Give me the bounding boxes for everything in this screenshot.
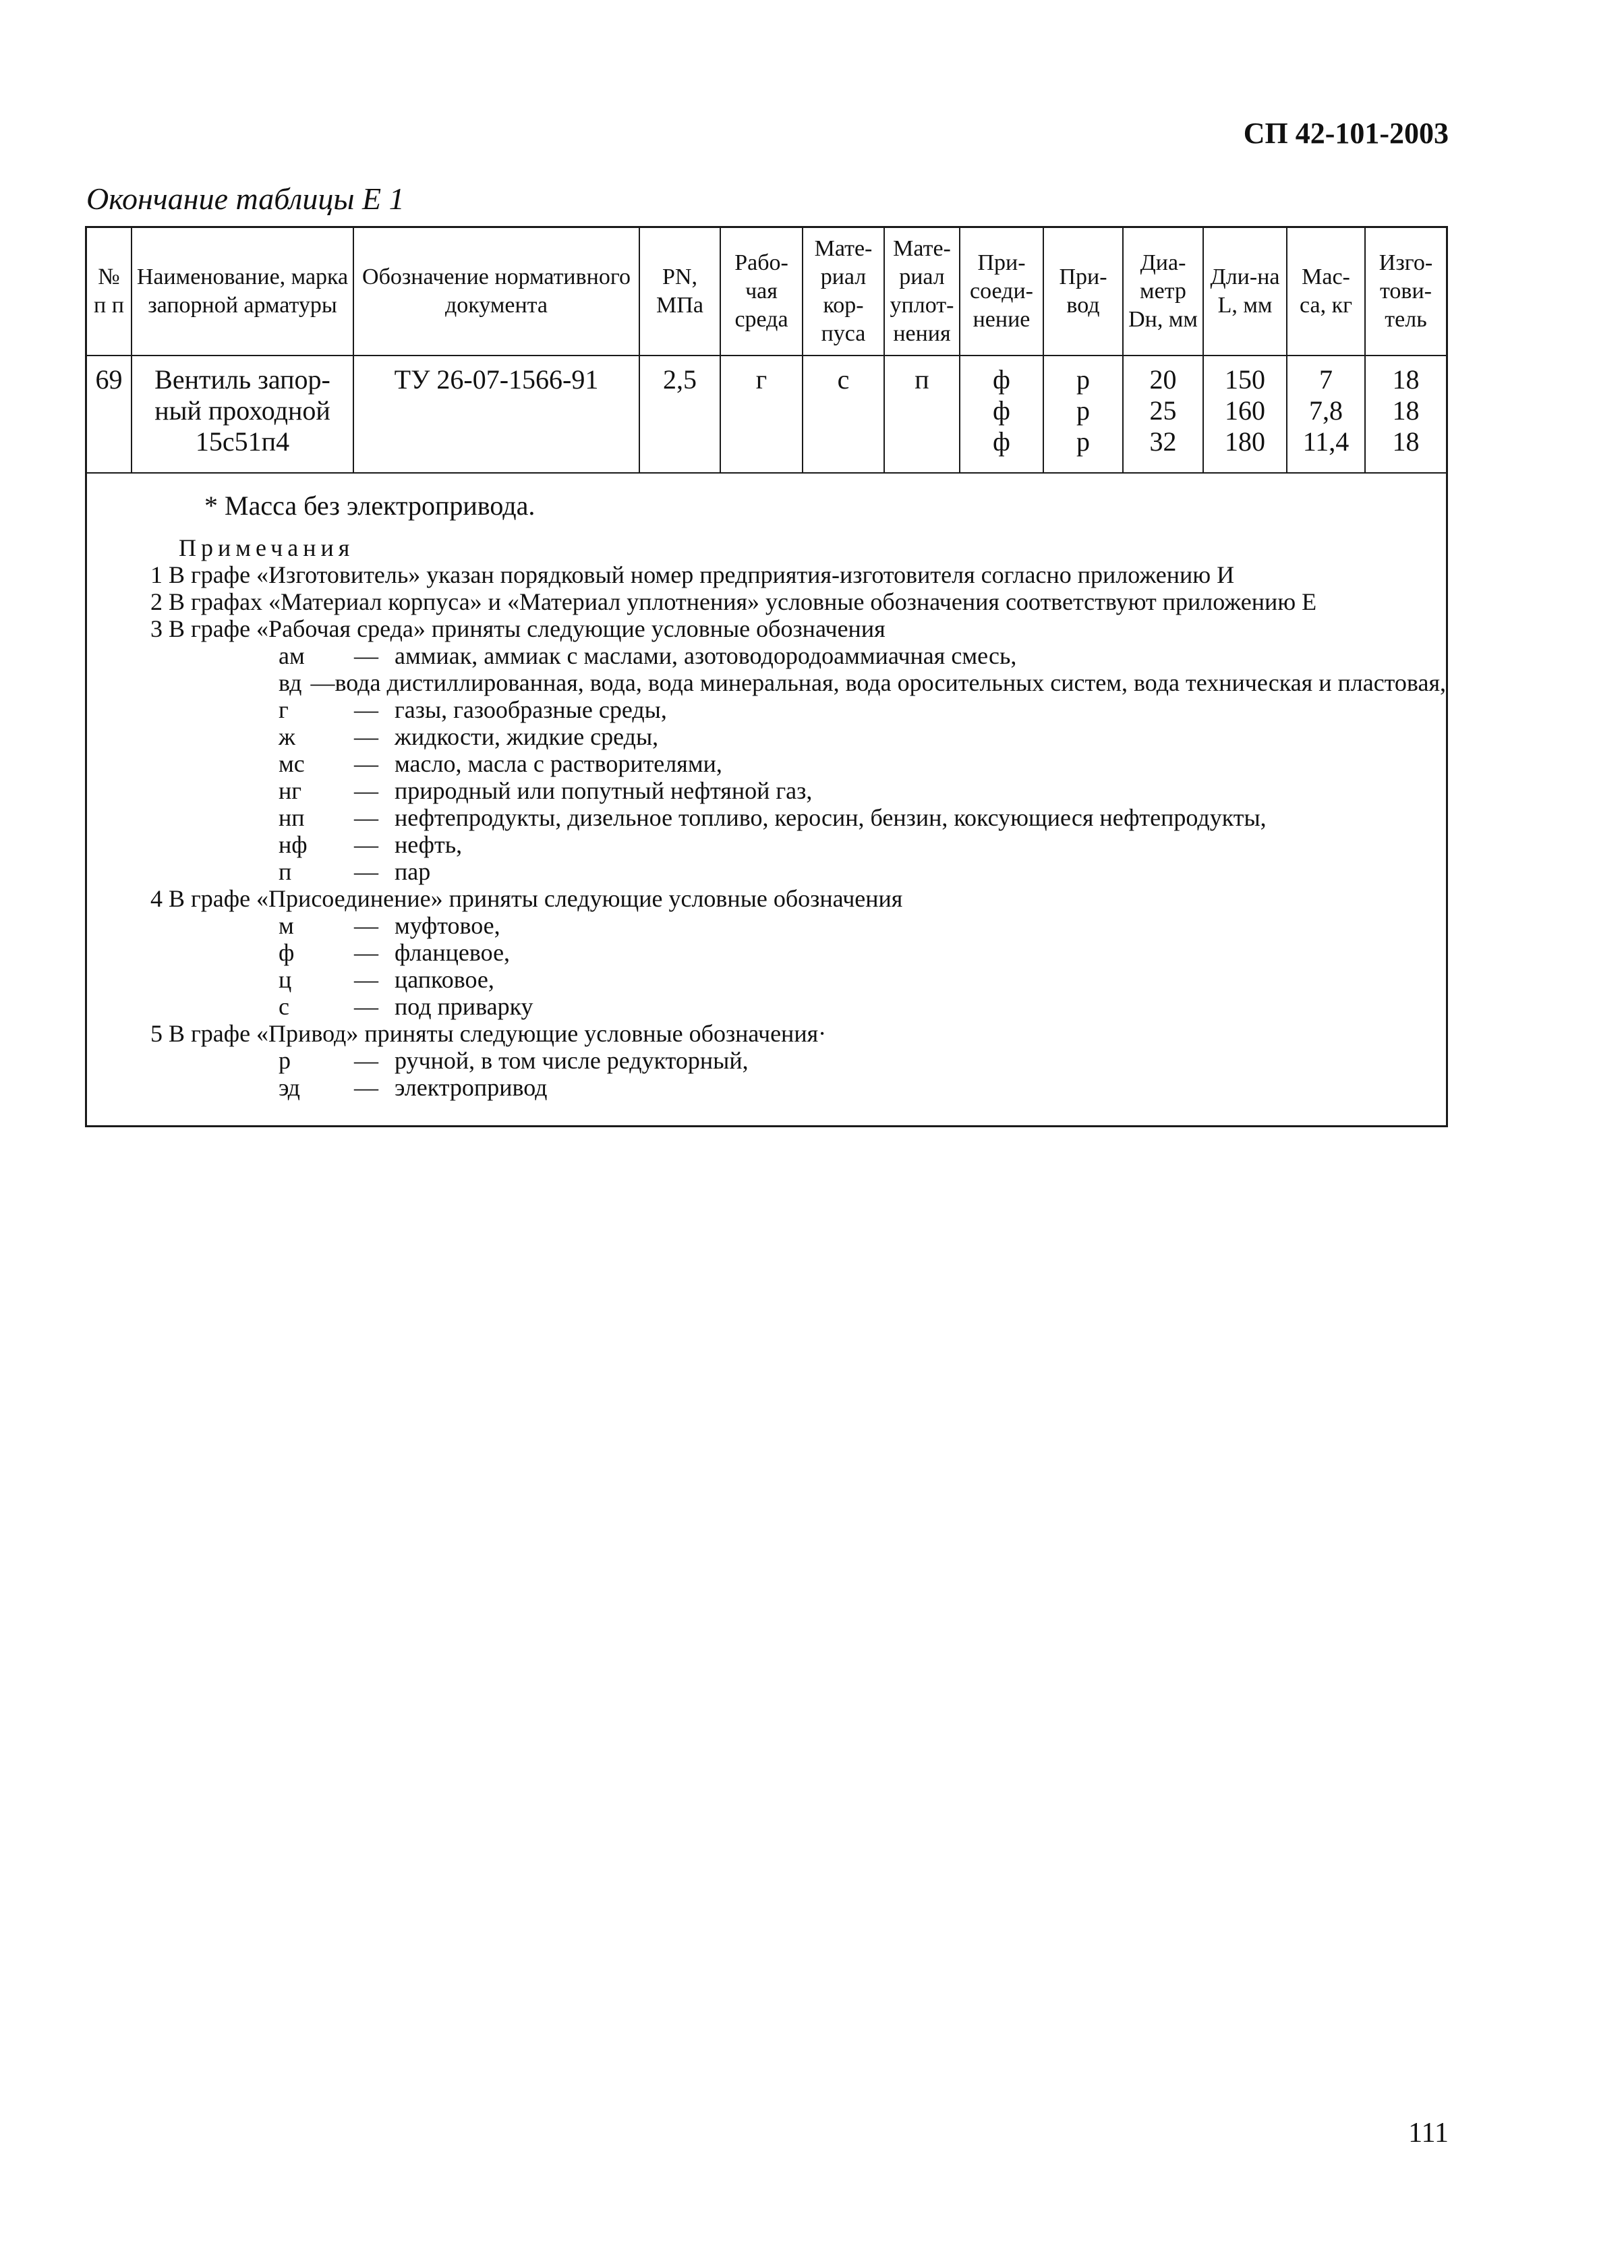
value-line: 32: [1149, 426, 1177, 457]
header-diameter: Диа-метр Dн, мм: [1123, 228, 1203, 356]
abbreviation-code: с: [279, 993, 289, 1020]
dash: —: [354, 1074, 378, 1101]
header-mass: Мас-са, кг: [1287, 228, 1365, 356]
value-line: 180: [1225, 426, 1265, 457]
abbreviation-code: р: [279, 1047, 291, 1074]
dash: —: [310, 669, 335, 696]
header-number: № п п: [87, 228, 132, 356]
abbreviation-row: [279, 993, 1446, 1020]
dash: —: [354, 831, 378, 858]
abbreviation-row: [279, 858, 1446, 885]
abbreviation-meaning: вода дистиллированная, вода, вода минеральная, вода оросительных систем, вода техническая и пластовая,: [335, 669, 1446, 696]
note-3: 3 В графе «Рабочая среда» приняты следующие условные обозначения: [150, 615, 886, 642]
document-code: СП 42-101-2003: [1243, 117, 1449, 150]
header-length: Дли-на L, мм: [1203, 228, 1287, 356]
dash: —: [354, 723, 378, 750]
footnote: * Масса без электропривода.: [204, 490, 535, 521]
abbreviation-code: нг: [279, 777, 302, 804]
header-manufacturer: Изго-тови-тель: [1365, 228, 1446, 356]
abbreviation-row: [279, 642, 1446, 669]
abbreviation-meaning: жидкости, жидкие среды,: [395, 723, 659, 750]
note-1: 1 В графе «Изготовитель» указан порядковый номер предприятия-изготовителя согласно приложению И: [150, 561, 1235, 588]
abbreviation-code: нф: [279, 831, 308, 858]
abbreviation-meaning: пар: [395, 858, 431, 885]
header-document: Обозначение нормативного документа: [353, 228, 639, 356]
abbreviation-code: г: [279, 696, 289, 723]
value-line: 7: [1319, 364, 1333, 395]
abbreviation-row: [279, 723, 1446, 750]
value-line: ф: [993, 426, 1010, 457]
header-pressure: PN, МПа: [639, 228, 720, 356]
abbreviation-meaning: муфтовое,: [395, 912, 500, 939]
abbreviation-row: [279, 750, 1446, 777]
header-connection: При-соеди-нение: [960, 228, 1043, 356]
value-line: 25: [1149, 395, 1177, 426]
abbreviation-row: [279, 1074, 1446, 1101]
cell-seal-material: п: [884, 356, 960, 473]
value-line: 150: [1225, 364, 1265, 395]
table-header-row: [87, 228, 1446, 356]
valve-table: [87, 228, 1446, 474]
abbreviation-meaning: под приварку: [395, 993, 533, 1020]
dash: —: [354, 777, 378, 804]
table-row: [87, 356, 1446, 473]
cell-connection: [960, 356, 1043, 473]
dash: —: [354, 804, 378, 831]
abbreviation-row: [279, 777, 1446, 804]
header-seal-material: Мате-риал уплот-нения: [884, 228, 960, 356]
value-line: р: [1076, 395, 1090, 426]
abbreviation-row: [279, 831, 1446, 858]
abbreviation-code: нп: [279, 804, 305, 831]
value-line: 160: [1225, 395, 1265, 426]
abbreviation-meaning: нефтепродукты, дизельное топливо, керосин, бензин, коксующиеся нефтепродукты,: [395, 804, 1267, 831]
value-line: ф: [993, 364, 1010, 395]
header-name: Наименование, марка запорной арматуры: [132, 228, 353, 356]
value-line: р: [1076, 426, 1090, 457]
cell-length: [1203, 356, 1287, 473]
abbreviation-meaning: нефть,: [395, 831, 463, 858]
page-number: 111: [1408, 2118, 1449, 2149]
dash: —: [354, 858, 378, 885]
cell-diameter: [1123, 356, 1203, 473]
value-line: р: [1076, 364, 1090, 395]
abbreviation-meaning: цапковое,: [395, 966, 494, 993]
note-4: 4 В графе «Присоединение» приняты следующие условные обозначения: [150, 885, 903, 912]
dash: —: [354, 912, 378, 939]
abbreviation-meaning: природный или попутный нефтяной газ,: [395, 777, 813, 804]
cell-number: 69: [87, 356, 132, 473]
abbreviation-code: мс: [279, 750, 305, 777]
cell-medium: г: [720, 356, 803, 473]
abbreviation-row: [279, 1047, 1446, 1074]
abbreviation-code: эд: [279, 1074, 300, 1101]
value-line: 20: [1149, 364, 1177, 395]
dash: —: [354, 642, 378, 669]
abbreviation-code: ц: [279, 966, 292, 993]
abbreviation-meaning: фланцевое,: [395, 939, 511, 966]
dash: —: [354, 696, 378, 723]
abbreviation-meaning: электропривод: [395, 1074, 548, 1101]
notes-section: [87, 474, 1446, 1101]
cell-pressure: 2,5: [639, 356, 720, 473]
abbreviation-row: [279, 912, 1446, 939]
abbreviation-meaning: масло, масла с растворителями,: [395, 750, 722, 777]
abbreviation-row: [279, 696, 1446, 723]
notes-title: Примечания: [179, 534, 355, 561]
abbreviation-code: п: [279, 858, 292, 885]
header-medium: Рабо-чая среда: [720, 228, 803, 356]
cell-manufacturer: [1365, 356, 1446, 473]
cell-drive: [1043, 356, 1123, 473]
abbreviation-row: [279, 939, 1446, 966]
table-frame: [85, 226, 1448, 1127]
abbreviation-code: ж: [279, 723, 295, 750]
value-line: 11,4: [1302, 426, 1350, 457]
cell-name: Вентиль запор-ный проходной 15с51п4: [132, 356, 353, 473]
value-line: 7,8: [1309, 395, 1343, 426]
abbreviation-meaning: аммиак, аммиак с маслами, азотоводородоаммиачная смесь,: [395, 642, 1017, 669]
abbreviation-code: ам: [279, 642, 305, 669]
note-2: 2 В графах «Материал корпуса» и «Материал уплотнения» условные обозначения соответствуют приложению Е: [150, 588, 1317, 615]
abbreviation-code: м: [279, 912, 294, 939]
dash: —: [354, 993, 378, 1020]
value-line: 18: [1392, 364, 1420, 395]
abbreviation-meaning: ручной, в том числе редукторный,: [395, 1047, 749, 1074]
note-5: 5 В графе «Привод» приняты следующие условные обозначения·: [150, 1020, 827, 1047]
dash: —: [354, 966, 378, 993]
cell-document: ТУ 26-07-1566-91: [353, 356, 639, 473]
dash: —: [354, 939, 378, 966]
cell-mass: [1287, 356, 1365, 473]
abbreviation-meaning: газы, газообразные среды,: [395, 696, 667, 723]
table-caption: Окончание таблицы Е 1: [86, 181, 405, 216]
abbreviation-row: [279, 669, 1446, 696]
header-body-material: Мате-риал кор-пуса: [803, 228, 884, 356]
cell-body-material: с: [803, 356, 884, 473]
value-line: ф: [993, 395, 1010, 426]
abbreviation-row: [279, 804, 1446, 831]
header-drive: При-вод: [1043, 228, 1123, 356]
abbreviation-code: вд: [279, 669, 302, 696]
value-line: 18: [1392, 395, 1420, 426]
dash: —: [354, 1047, 378, 1074]
abbreviation-row: [279, 966, 1446, 993]
value-line: 18: [1392, 426, 1420, 457]
abbreviation-code: ф: [279, 939, 295, 966]
dash: —: [354, 750, 378, 777]
